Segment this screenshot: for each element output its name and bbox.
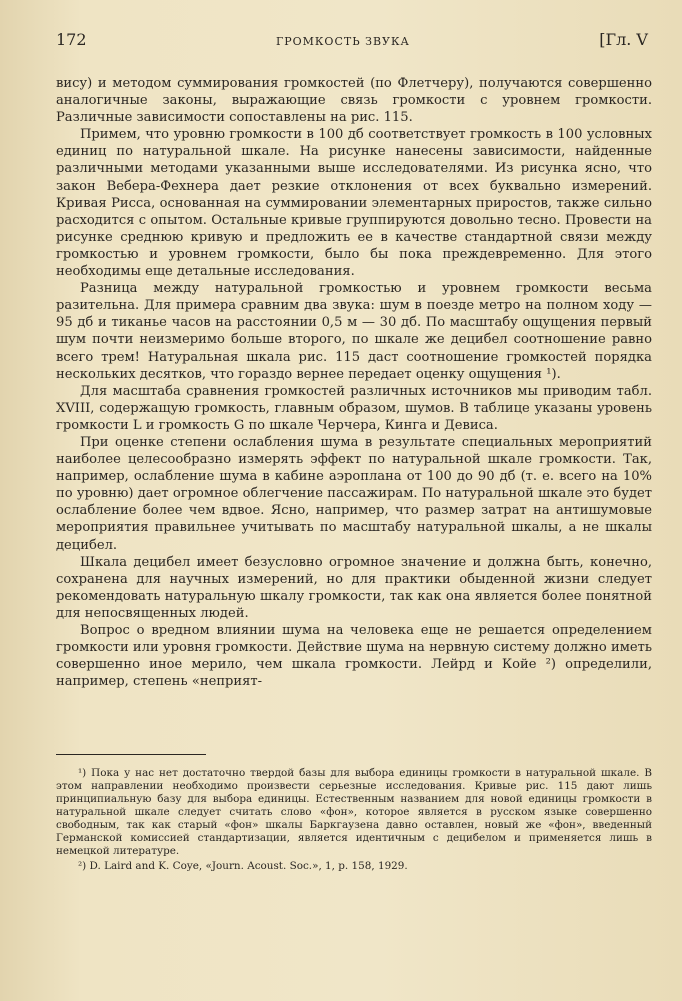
paragraph: вису) и методом суммирования громкостей (по Флетчеру), получаются совершенно аналогичные законы, выражающие связь громкости с уровнем громкости. Различные зависимости сопоставлены на рис. 115. <box>56 76 652 126</box>
footnotes <box>56 767 652 872</box>
paragraph: Для масштаба сравнения громкостей различных источников мы приводим табл. XVIII, содержащую громкость, главным образом, шумов. В таблице указаны уровень громкости L и громкость G по шкале Черчера, Кинга и Девиса. <box>56 383 652 433</box>
running-title: ГРОМКОСТЬ ЗВУКА <box>275 35 410 48</box>
paragraph: Вопрос о вредном влиянии шума на человека еще не решается определением громкости или уровня громкости. Действие шума на нервную систему должно иметь совершенно иное мерило, чем шкала громкости. Лейрд и Койе ²) определили, например, степень «неприят- <box>56 623 652 690</box>
footnote: ²) D. Laird and K. Coye, «Journ. Acoust. Soc.», 1, p. 158, 1929. <box>78 859 408 872</box>
chapter-label: [Гл. V <box>599 30 648 49</box>
running-header <box>56 30 652 49</box>
paragraph: Примем, что уровню громкости в 100 дб соответствует громкость в 100 условных единиц по натуральной шкале. На рисунке нанесены зависимости, найденные различными методами указанными выше исследователями. Из рисунка ясно, что закон Вебера-Фехнера дает резкие отклонения от всех буквально измерений. Кривая Рисса, основанная на суммировании элементарных приростов, также сильно расходится с опытом. Остальные кривые группируются довольно тесно. Провести на рисунке среднюю кривую и предложить ее в качестве стандартной связи между громкостью и уровнем громкости, было бы пока преждевременно. Для этого необходимы еще детальные исследования. <box>56 127 652 280</box>
page-number: 172 <box>56 30 87 49</box>
paragraph: При оценке степени ослабления шума в результате специальных мероприятий наиболее целесообразно измерять эффект по натуральной шкале громкости. Так, например, ослабление шума в кабине аэроплана от 100 до 90 дб (т. е. всего на 10% по уровню) дает огромное облегчение пассажирам. По натуральной шкале это будет ослабление более чем вдвое. Ясно, например, что размер затрат на антишумовые мероприятия правильнее учитывать по масштабу натуральной шкалы, а не шкалы децибел. <box>56 434 652 553</box>
paragraph: Шкала децибел имеет безусловно огромное значение и должна быть, конечно, сохранена для научных измерений, но для практики обыденной жизни следует рекомендовать натуральную шкалу громкости, так как она является более понятной для непосвященных людей. <box>56 554 652 621</box>
main-text <box>56 75 652 690</box>
footnote-divider <box>56 754 206 755</box>
paragraph: Разница между натуральной громкостью и уровнем громкости весьма разительна. Для примера сравним два звука: шум в поезде метро на полном ходу — 95 дб и тиканье часов на расстоянии 0,5 м — 30 дб. По масштабу ощущения первый шум почти неизмеримо больше второго, по шкале же децибел соотношение равно всего трем! Натуральная шкала рис. 115 даст соотношение громкостей порядка нескольких десятков, что гораздо вернее передает оценку ощущения ¹). <box>56 281 652 382</box>
footnote: ¹) Пока у нас нет достаточно твердой базы для выбора единицы громкости в натуральной шкале. В этом направлении необходимо произвести серьезные исследования. Кривые рис. 115 дают лишь принципиальную базу для выбора единицы. Естественным названием для новой единицы громкости в натуральной шкале следует считать слово «фон», которое является в русском языке совершенно свободным, так как старый «фон» шкалы Баркгаузена давно оставлен, новый же «фон», введенный Германской комиссией стандартизации, является идентичным с децибелом и применяется лишь в немецкой литературе. <box>56 767 652 857</box>
